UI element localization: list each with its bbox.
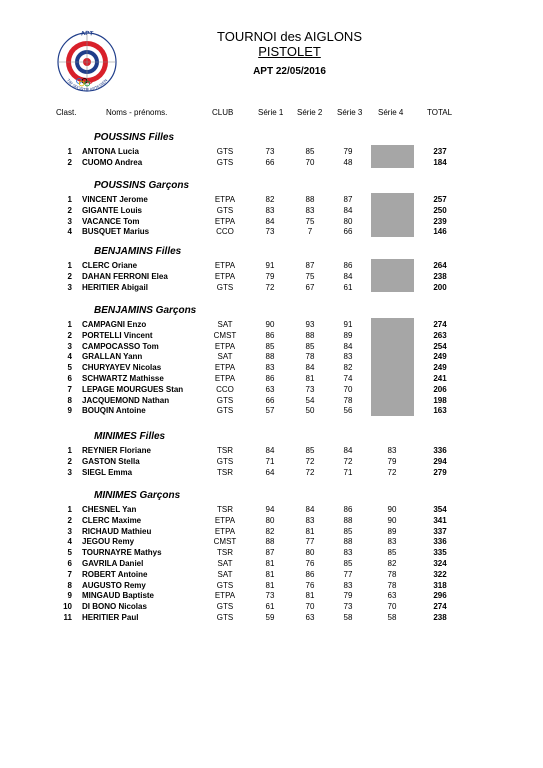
result-row bbox=[0, 283, 543, 294]
serie-2-cell: 80 bbox=[305, 548, 315, 558]
serie-1-cell: 57 bbox=[265, 406, 275, 416]
total-cell: 318 bbox=[433, 580, 447, 590]
club-cell: GTS bbox=[216, 602, 234, 612]
total-cell: 279 bbox=[433, 467, 447, 477]
total-cell: 198 bbox=[433, 395, 447, 405]
rank-cell: 1 bbox=[67, 505, 72, 514]
category-title: BENJAMINS Filles bbox=[94, 246, 182, 257]
serie-4-cell: 70 bbox=[387, 602, 397, 612]
serie-2-cell: 93 bbox=[305, 320, 315, 329]
name-cell: RICHAUD Mathieu bbox=[82, 526, 152, 536]
club-cell: GTS bbox=[216, 613, 234, 622]
name-cell: GASTON Stella bbox=[82, 456, 140, 466]
club-cell: TSR bbox=[217, 548, 233, 558]
header-club: CLUB bbox=[212, 108, 234, 117]
serie-3-cell: 56 bbox=[343, 406, 353, 416]
rank-cell: 4 bbox=[67, 352, 72, 362]
total-cell: 274 bbox=[433, 602, 447, 612]
rank-cell: 8 bbox=[67, 395, 72, 405]
serie-1-cell: 66 bbox=[265, 157, 275, 167]
rank-cell: 1 bbox=[67, 147, 72, 156]
result-row bbox=[0, 570, 543, 581]
rank-cell: 5 bbox=[67, 363, 72, 373]
club-cell: CCO bbox=[216, 384, 234, 394]
result-row bbox=[0, 195, 543, 206]
serie-1-cell: 84 bbox=[265, 216, 275, 226]
serie-1-cell: 86 bbox=[265, 374, 275, 383]
serie-2-cell: 50 bbox=[305, 406, 315, 416]
rank-cell: 3 bbox=[67, 341, 72, 351]
serie-2-cell: 83 bbox=[305, 515, 315, 525]
serie-3-cell: 84 bbox=[343, 446, 353, 455]
result-row bbox=[0, 527, 543, 538]
result-row bbox=[0, 363, 543, 374]
rank-cell: 7 bbox=[67, 569, 72, 579]
serie-4-cell: 83 bbox=[387, 446, 397, 455]
rank-cell: 3 bbox=[67, 282, 72, 292]
result-row bbox=[0, 396, 543, 407]
serie-3-cell: 91 bbox=[343, 320, 353, 329]
category-title: POUSSINS Garçons bbox=[94, 180, 190, 191]
serie-2-cell: 81 bbox=[305, 591, 315, 601]
serie-3-cell: 84 bbox=[343, 205, 353, 215]
club-cell: ETPA bbox=[214, 271, 236, 281]
rank-cell: 1 bbox=[67, 261, 72, 270]
rank-cell: 9 bbox=[67, 406, 72, 416]
name-cell: GRALLAN Yann bbox=[82, 352, 143, 362]
name-cell: VACANCE Tom bbox=[82, 216, 140, 226]
header-serie-3: Série 3 bbox=[337, 108, 363, 117]
discipline-title: PISTOLET bbox=[258, 44, 321, 59]
category-title: BENJAMINS Garçons bbox=[94, 305, 197, 316]
header-total: TOTAL bbox=[427, 108, 453, 117]
serie-4-cell: 83 bbox=[387, 537, 397, 547]
name-cell: GIGANTE Louis bbox=[82, 205, 142, 215]
rank-cell: 10 bbox=[63, 602, 72, 612]
serie-1-cell: 71 bbox=[265, 456, 275, 466]
serie-2-cell: 81 bbox=[305, 374, 315, 383]
serie-1-cell: 81 bbox=[265, 580, 275, 590]
rank-cell: 1 bbox=[67, 195, 72, 204]
serie-1-cell: 85 bbox=[265, 341, 275, 351]
club-cell: ETPA bbox=[214, 341, 236, 351]
serie-3-cell: 87 bbox=[343, 195, 353, 204]
club-cell: ETPA bbox=[214, 363, 236, 373]
name-cell: CLERC Maxime bbox=[82, 515, 142, 525]
club-cell: SAT bbox=[217, 320, 233, 329]
serie-4-cell: 82 bbox=[387, 559, 397, 568]
result-row bbox=[0, 206, 543, 217]
club-cell: ETPA bbox=[214, 374, 236, 383]
serie-3-cell: 72 bbox=[343, 456, 353, 466]
serie-3-cell: 71 bbox=[343, 467, 353, 477]
club-cell: CCO bbox=[216, 227, 234, 237]
serie-4-cell: 89 bbox=[387, 526, 397, 536]
total-cell: 249 bbox=[433, 352, 447, 362]
result-row bbox=[0, 147, 543, 158]
serie-1-cell: 81 bbox=[265, 559, 275, 568]
serie-3-cell: 79 bbox=[343, 591, 353, 601]
serie-1-cell: 59 bbox=[265, 613, 275, 622]
serie-2-cell: 72 bbox=[305, 456, 315, 466]
serie-4-cell: 85 bbox=[387, 548, 397, 558]
serie-3-cell: 89 bbox=[343, 330, 353, 340]
name-cell: JEGOU Remy bbox=[82, 537, 135, 547]
rank-cell: 4 bbox=[67, 537, 72, 547]
total-cell: 296 bbox=[433, 591, 447, 601]
rank-cell: 7 bbox=[67, 384, 72, 394]
serie-1-cell: 81 bbox=[265, 569, 275, 579]
result-row bbox=[0, 406, 543, 417]
serie-2-cell: 78 bbox=[305, 352, 315, 362]
name-cell: DI BONO Nicolas bbox=[82, 602, 147, 612]
result-row bbox=[0, 505, 543, 516]
serie-1-cell: 73 bbox=[265, 227, 275, 237]
serie-3-cell: 86 bbox=[343, 261, 353, 270]
serie-4-cell: 78 bbox=[387, 580, 397, 590]
serie-1-cell: 73 bbox=[265, 591, 275, 601]
club-cell: GTS bbox=[216, 205, 234, 215]
header-serie-1: Série 1 bbox=[258, 108, 284, 117]
category-title: MINIMES Garçons bbox=[94, 490, 181, 501]
total-cell: 354 bbox=[433, 505, 447, 514]
serie-2-cell: 87 bbox=[305, 261, 315, 270]
name-cell: MINGAUD Baptiste bbox=[82, 591, 155, 601]
total-cell: 336 bbox=[433, 537, 447, 547]
serie-3-cell: 85 bbox=[343, 526, 353, 536]
serie-1-cell: 63 bbox=[265, 384, 275, 394]
rank-cell: 2 bbox=[67, 330, 72, 340]
serie-3-cell: 77 bbox=[343, 569, 353, 579]
category-title: POUSSINS Filles bbox=[94, 132, 175, 143]
total-cell: 184 bbox=[433, 157, 447, 167]
serie-3-cell: 85 bbox=[343, 559, 353, 568]
serie-4-cell: 78 bbox=[387, 569, 397, 579]
club-cell: GTS bbox=[216, 406, 234, 416]
rank-cell: 1 bbox=[67, 446, 72, 455]
result-row bbox=[0, 457, 543, 468]
club-cell: GTS bbox=[216, 580, 234, 590]
serie-1-cell: 84 bbox=[265, 446, 275, 455]
result-row bbox=[0, 559, 543, 570]
rank-cell: 4 bbox=[67, 227, 72, 237]
total-cell: 241 bbox=[433, 374, 447, 383]
serie-1-cell: 88 bbox=[265, 352, 275, 362]
total-cell: 337 bbox=[433, 526, 447, 536]
rank-cell: 5 bbox=[67, 548, 72, 558]
club-cell: GTS bbox=[216, 157, 234, 167]
serie-2-cell: 70 bbox=[305, 602, 315, 612]
result-row bbox=[0, 227, 543, 238]
serie-3-cell: 70 bbox=[343, 384, 353, 394]
name-cell: CAMPOCASSO Tom bbox=[82, 341, 159, 351]
name-cell: CUOMO Andrea bbox=[82, 157, 143, 167]
serie-2-cell: 84 bbox=[305, 505, 315, 514]
name-cell: PORTELLI Vincent bbox=[82, 330, 153, 340]
rank-cell: 2 bbox=[67, 271, 72, 281]
page-title: TOURNOI des AIGLONS bbox=[217, 29, 362, 44]
serie-1-cell: 83 bbox=[265, 205, 275, 215]
total-cell: 206 bbox=[433, 384, 447, 394]
name-cell: HERITIER Abigail bbox=[82, 282, 148, 292]
total-cell: 238 bbox=[433, 271, 447, 281]
serie-1-cell: 83 bbox=[265, 363, 275, 373]
serie-3-cell: 86 bbox=[343, 505, 353, 514]
rank-cell: 9 bbox=[67, 591, 72, 601]
name-cell: VINCENT Jerome bbox=[82, 195, 148, 204]
rank-cell: 2 bbox=[67, 515, 72, 525]
serie-4-cell: 90 bbox=[387, 505, 397, 514]
serie-2-cell: 73 bbox=[305, 384, 315, 394]
serie-4-cell: 58 bbox=[387, 613, 397, 622]
rank-cell: 8 bbox=[67, 580, 72, 590]
club-cell: GTS bbox=[216, 282, 234, 292]
total-cell: 254 bbox=[433, 341, 447, 351]
result-row bbox=[0, 446, 543, 457]
result-row bbox=[0, 158, 543, 169]
name-cell: HERITIER Paul bbox=[82, 613, 139, 622]
serie-2-cell: 70 bbox=[305, 157, 315, 167]
svg-text:APT: APT bbox=[80, 30, 94, 38]
serie-1-cell: 82 bbox=[265, 195, 275, 204]
serie-2-cell: 88 bbox=[305, 195, 315, 204]
serie-3-cell: 74 bbox=[343, 374, 353, 383]
name-cell: BOUQIN Antoine bbox=[82, 406, 146, 416]
total-cell: 146 bbox=[433, 227, 447, 237]
result-row bbox=[0, 468, 543, 479]
name-cell: CAMPAGNI Enzo bbox=[82, 320, 147, 329]
serie-2-cell: 7 bbox=[307, 227, 313, 237]
total-cell: 324 bbox=[433, 559, 447, 568]
serie-3-cell: 78 bbox=[343, 395, 353, 405]
name-cell: ANTONA Lucia bbox=[82, 147, 139, 156]
serie-2-cell: 76 bbox=[305, 559, 315, 568]
total-cell: 336 bbox=[433, 446, 447, 455]
total-cell: 249 bbox=[433, 363, 447, 373]
serie-4-cell: 63 bbox=[387, 591, 397, 601]
serie-1-cell: 91 bbox=[265, 261, 275, 270]
serie-2-cell: 72 bbox=[305, 467, 315, 477]
serie-2-cell: 54 bbox=[305, 395, 315, 405]
club-cell: TSR bbox=[217, 505, 233, 514]
serie-1-cell: 80 bbox=[265, 515, 275, 525]
serie-3-cell: 80 bbox=[343, 216, 353, 226]
total-cell: 250 bbox=[433, 205, 447, 215]
serie-1-cell: 88 bbox=[265, 537, 275, 547]
serie-1-cell: 64 bbox=[265, 467, 275, 477]
name-cell: ROBERT Antoine bbox=[82, 569, 148, 579]
result-row bbox=[0, 581, 543, 592]
result-row bbox=[0, 217, 543, 228]
serie-2-cell: 75 bbox=[305, 271, 315, 281]
serie-3-cell: 83 bbox=[343, 352, 353, 362]
total-cell: 341 bbox=[433, 515, 447, 525]
rank-cell: 3 bbox=[67, 526, 72, 536]
serie-2-cell: 85 bbox=[305, 147, 315, 156]
club-cell: SAT bbox=[217, 352, 233, 362]
serie-3-cell: 82 bbox=[343, 363, 353, 373]
rank-cell: 2 bbox=[67, 157, 72, 167]
serie-2-cell: 63 bbox=[305, 613, 315, 622]
club-cell: TSR bbox=[217, 467, 233, 477]
total-cell: 257 bbox=[433, 195, 447, 204]
club-cell: GTS bbox=[216, 147, 234, 156]
result-row bbox=[0, 385, 543, 396]
serie-3-cell: 73 bbox=[343, 602, 353, 612]
serie-1-cell: 73 bbox=[265, 147, 275, 156]
header-rank: Clast. bbox=[56, 108, 77, 117]
serie-2-cell: 86 bbox=[305, 569, 315, 579]
serie-2-cell: 81 bbox=[305, 526, 315, 536]
total-cell: 163 bbox=[433, 406, 447, 416]
rank-cell: 3 bbox=[67, 216, 72, 226]
rank-cell: 6 bbox=[67, 374, 72, 383]
name-cell: DAHAN FERRONI Elea bbox=[82, 271, 168, 281]
serie-2-cell: 77 bbox=[305, 537, 315, 547]
serie-2-cell: 85 bbox=[305, 446, 315, 455]
serie-3-cell: 61 bbox=[343, 282, 353, 292]
result-row bbox=[0, 261, 543, 272]
name-cell: SIEGL Emma bbox=[82, 467, 133, 477]
serie-2-cell: 84 bbox=[305, 363, 315, 373]
serie-2-cell: 83 bbox=[305, 205, 315, 215]
name-cell: CHURYAYEV Nicolas bbox=[82, 363, 162, 373]
serie-1-cell: 87 bbox=[265, 548, 275, 558]
total-cell: 335 bbox=[433, 548, 447, 558]
name-cell: CHESNEL Yan bbox=[82, 505, 137, 514]
serie-3-cell: 88 bbox=[343, 537, 353, 547]
club-cell: ETPA bbox=[214, 526, 236, 536]
serie-1-cell: 86 bbox=[265, 330, 275, 340]
club-cell: SAT bbox=[217, 559, 233, 568]
club-cell: ETPA bbox=[214, 216, 236, 226]
event-date: APT 22/05/2016 bbox=[253, 66, 326, 77]
club-cell: ETPA bbox=[214, 591, 236, 601]
serie-3-cell: 84 bbox=[343, 271, 353, 281]
serie-4-cell: 72 bbox=[387, 467, 397, 477]
name-cell: TOURNAYRE Mathys bbox=[82, 548, 162, 558]
serie-2-cell: 67 bbox=[305, 282, 315, 292]
header-serie-2: Série 2 bbox=[297, 108, 323, 117]
name-cell: GAVRILA Daniel bbox=[82, 559, 144, 568]
total-cell: 237 bbox=[433, 147, 447, 156]
rank-cell: 2 bbox=[67, 456, 72, 466]
serie-1-cell: 66 bbox=[265, 395, 275, 405]
result-row bbox=[0, 342, 543, 353]
club-cell: GTS bbox=[216, 395, 234, 405]
result-row bbox=[0, 516, 543, 527]
result-row bbox=[0, 331, 543, 342]
serie-2-cell: 88 bbox=[305, 330, 315, 340]
result-row bbox=[0, 272, 543, 283]
serie-3-cell: 79 bbox=[343, 147, 353, 156]
club-cell: CMST bbox=[213, 537, 237, 547]
rank-cell: 3 bbox=[67, 467, 72, 477]
serie-4-cell: 79 bbox=[387, 456, 397, 466]
result-row bbox=[0, 613, 543, 624]
club-cell: CMST bbox=[213, 330, 237, 340]
name-cell: BUSQUET Marius bbox=[82, 227, 150, 237]
serie-3-cell: 58 bbox=[343, 613, 353, 622]
result-row bbox=[0, 352, 543, 363]
serie-3-cell: 66 bbox=[343, 227, 353, 237]
club-cell: ETPA bbox=[214, 515, 236, 525]
name-cell: AUGUSTO Remy bbox=[82, 580, 146, 590]
serie-3-cell: 83 bbox=[343, 548, 353, 558]
result-row bbox=[0, 374, 543, 385]
rank-cell: 6 bbox=[67, 559, 72, 568]
serie-3-cell: 88 bbox=[343, 515, 353, 525]
category-title: MINIMES Filles bbox=[94, 431, 166, 442]
rank-cell: 2 bbox=[67, 205, 72, 215]
total-cell: 264 bbox=[433, 261, 447, 270]
name-cell: LEPAGE MOURGUES Stan bbox=[82, 384, 184, 394]
serie-1-cell: 61 bbox=[265, 602, 275, 612]
total-cell: 274 bbox=[433, 320, 447, 329]
rank-cell: 11 bbox=[63, 613, 72, 622]
serie-2-cell: 85 bbox=[305, 341, 315, 351]
result-row bbox=[0, 602, 543, 613]
total-cell: 200 bbox=[433, 282, 447, 292]
serie-4-cell: 90 bbox=[387, 515, 397, 525]
total-cell: 322 bbox=[433, 569, 447, 579]
serie-1-cell: 82 bbox=[265, 526, 275, 536]
total-cell: 238 bbox=[433, 613, 447, 622]
result-row bbox=[0, 537, 543, 548]
total-cell: 239 bbox=[433, 216, 447, 226]
name-cell: SCHWARTZ Mathisse bbox=[82, 374, 164, 383]
club-cell: ETPA bbox=[214, 195, 236, 204]
serie-1-cell: 79 bbox=[265, 271, 275, 281]
name-cell: CLERC Oriane bbox=[82, 261, 138, 270]
serie-2-cell: 75 bbox=[305, 216, 315, 226]
header-serie-4: Série 4 bbox=[378, 108, 404, 117]
club-cell: TSR bbox=[217, 446, 233, 455]
serie-3-cell: 83 bbox=[343, 580, 353, 590]
result-row bbox=[0, 591, 543, 602]
club-cell: SAT bbox=[217, 569, 233, 579]
serie-2-cell: 76 bbox=[305, 580, 315, 590]
result-row bbox=[0, 548, 543, 559]
svg-text:TIR SPORTIF APTESIEN: TIR SPORTIF APTESIEN bbox=[65, 77, 109, 92]
rank-cell: 1 bbox=[67, 320, 72, 329]
club-cell: ETPA bbox=[214, 261, 236, 270]
serie-1-cell: 72 bbox=[265, 282, 275, 292]
name-cell: REYNIER Floriane bbox=[82, 446, 151, 455]
serie-3-cell: 84 bbox=[343, 341, 353, 351]
club-cell: GTS bbox=[216, 456, 234, 466]
name-cell: JACQUEMOND Nathan bbox=[82, 395, 170, 405]
header-name: Noms - prénoms. bbox=[106, 108, 168, 117]
serie-3-cell: 48 bbox=[343, 157, 353, 167]
serie-1-cell: 94 bbox=[265, 505, 275, 514]
serie-1-cell: 90 bbox=[265, 320, 275, 329]
total-cell: 294 bbox=[433, 456, 447, 466]
total-cell: 263 bbox=[433, 330, 447, 340]
result-row bbox=[0, 320, 543, 331]
